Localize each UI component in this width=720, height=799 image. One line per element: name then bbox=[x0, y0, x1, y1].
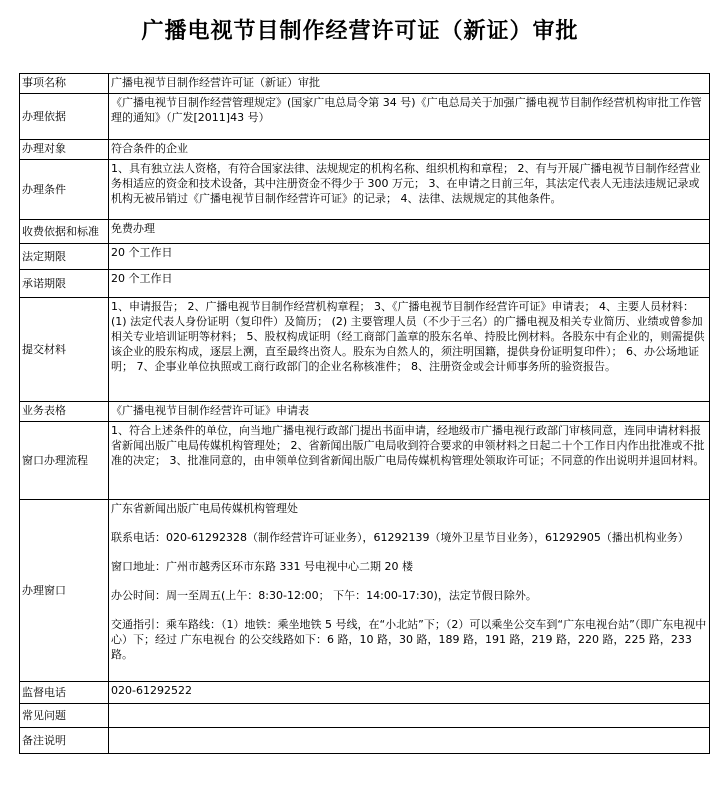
conditions-value: 1、具有独立法人资格，有符合国家法律、法规规定的机构名称、组织机构和章程； 2、有与开展广播电视节目制作经营业务相适应的资金和技术设备，其中注册资金不得少于 300 万元； 3、在申请之日前三年，其法定代表人无违法违规记录或机构无被吊销过《广播电视节目制作经营许可证》的记录； 4、法律、法规规定的其他条件。 bbox=[109, 160, 710, 220]
item-name-value: 广播电视节目制作经营许可证（新证）审批 bbox=[109, 74, 710, 94]
supervision-label: 监督电话 bbox=[20, 682, 109, 704]
legal-limit-label: 法定期限 bbox=[20, 244, 109, 270]
window-value bbox=[109, 500, 710, 682]
target-value: 符合条件的企业 bbox=[109, 140, 710, 160]
window-hours: 办公时间：周一至周五(上午：8:30-12:00； 下午：14:00-17:30)，法定节假日除外。 bbox=[111, 589, 537, 602]
materials-label: 提交材料 bbox=[20, 298, 109, 402]
window-phone: 联系电话：020-61292328（制作经营许可证业务），61292139（境外卫星节目业务），61292905（播出机构业务） bbox=[111, 531, 689, 544]
fee-value: 免费办理 bbox=[109, 220, 710, 244]
faq-value bbox=[109, 704, 710, 728]
window-label: 办理窗口 bbox=[20, 500, 109, 682]
window-traffic: 交通指引：乘车路线：（1）地铁：乘坐地铁 5 号线，在“小北站”下；（2）可以乘坐公交车到“广东电视台站”（即广东电视中心）下；经过 广东电视台 的公交线路如下：6 路，10 路，30 路，189 路，191 路，219 路，220 路，225 路，233 路。 bbox=[111, 618, 707, 661]
window-address: 窗口地址：广州市越秀区环市东路 331 号电视中心二期 20 楼 bbox=[111, 560, 413, 573]
target-label: 办理对象 bbox=[20, 140, 109, 160]
promised-limit-value: 20 个工作日 bbox=[109, 270, 710, 298]
forms-value: 《广播电视节目制作经营许可证》申请表 bbox=[109, 402, 710, 422]
basis-value: 《广播电视节目制作经营管理规定》(国家广电总局令第 34 号)《广电总局关于加强广播电视节目制作经营机构审批工作管理的通知》（广发[2011]43 号） bbox=[109, 94, 710, 140]
process-value: 1、符合上述条件的单位，向当地广播电视行政部门提出书面申请，经地级市广播电视行政部门审核同意，连同申请材料报省新闻出版广电局传媒机构管理处； 2、省新闻出版广电局收到符合要求的申领材料之日起二十个工作日内作出批准或不批准的决定； 3、批准同意的，由申领单位到省新闻出版广电局传媒机构管理处领取许可证；不同意的作出说明并退回材料。 bbox=[109, 422, 710, 500]
item-name-label: 事项名称 bbox=[20, 74, 109, 94]
faq-label: 常见问题 bbox=[20, 704, 109, 728]
approval-info-table bbox=[19, 73, 710, 754]
window-office: 广东省新闻出版广电局传媒机构管理处 bbox=[111, 502, 298, 515]
remarks-value bbox=[109, 728, 710, 754]
process-label: 窗口办理流程 bbox=[20, 422, 109, 500]
conditions-label: 办理条件 bbox=[20, 160, 109, 220]
forms-label: 业务表格 bbox=[20, 402, 109, 422]
remarks-label: 备注说明 bbox=[20, 728, 109, 754]
legal-limit-value: 20 个工作日 bbox=[109, 244, 710, 270]
materials-value: 1、申请报告； 2、广播电视节目制作经营机构章程； 3、《广播电视节目制作经营许可证》申请表； 4、主要人员材料： (1) 法定代表人身份证明（复印件）及简历； (2) 主要管理人员（不少于三名）的广播电视及相关专业简历、业绩或曾参加相关专业培训证明等材料； 5、股权构成证明（经工商部门盖章的股东名单、持股比例材料。各股东中有企业的，则需提供该企业的股东构成，逐层上溯，直至最终出资人。股东为自然人的，须注明国籍，提供身份证明复印件）； 6、办公场地证明； 7、企事业单位执照或工商行政部门的企业名称核准件； 8、注册资金或会计师事务所的验资报告。 bbox=[109, 298, 710, 402]
supervision-value: 020-61292522 bbox=[109, 682, 710, 704]
page-title: 广播电视节目制作经营许可证（新证）审批 bbox=[141, 18, 579, 44]
basis-label: 办理依据 bbox=[20, 94, 109, 140]
fee-label: 收费依据和标准 bbox=[20, 220, 109, 244]
promised-limit-label: 承诺期限 bbox=[20, 270, 109, 298]
